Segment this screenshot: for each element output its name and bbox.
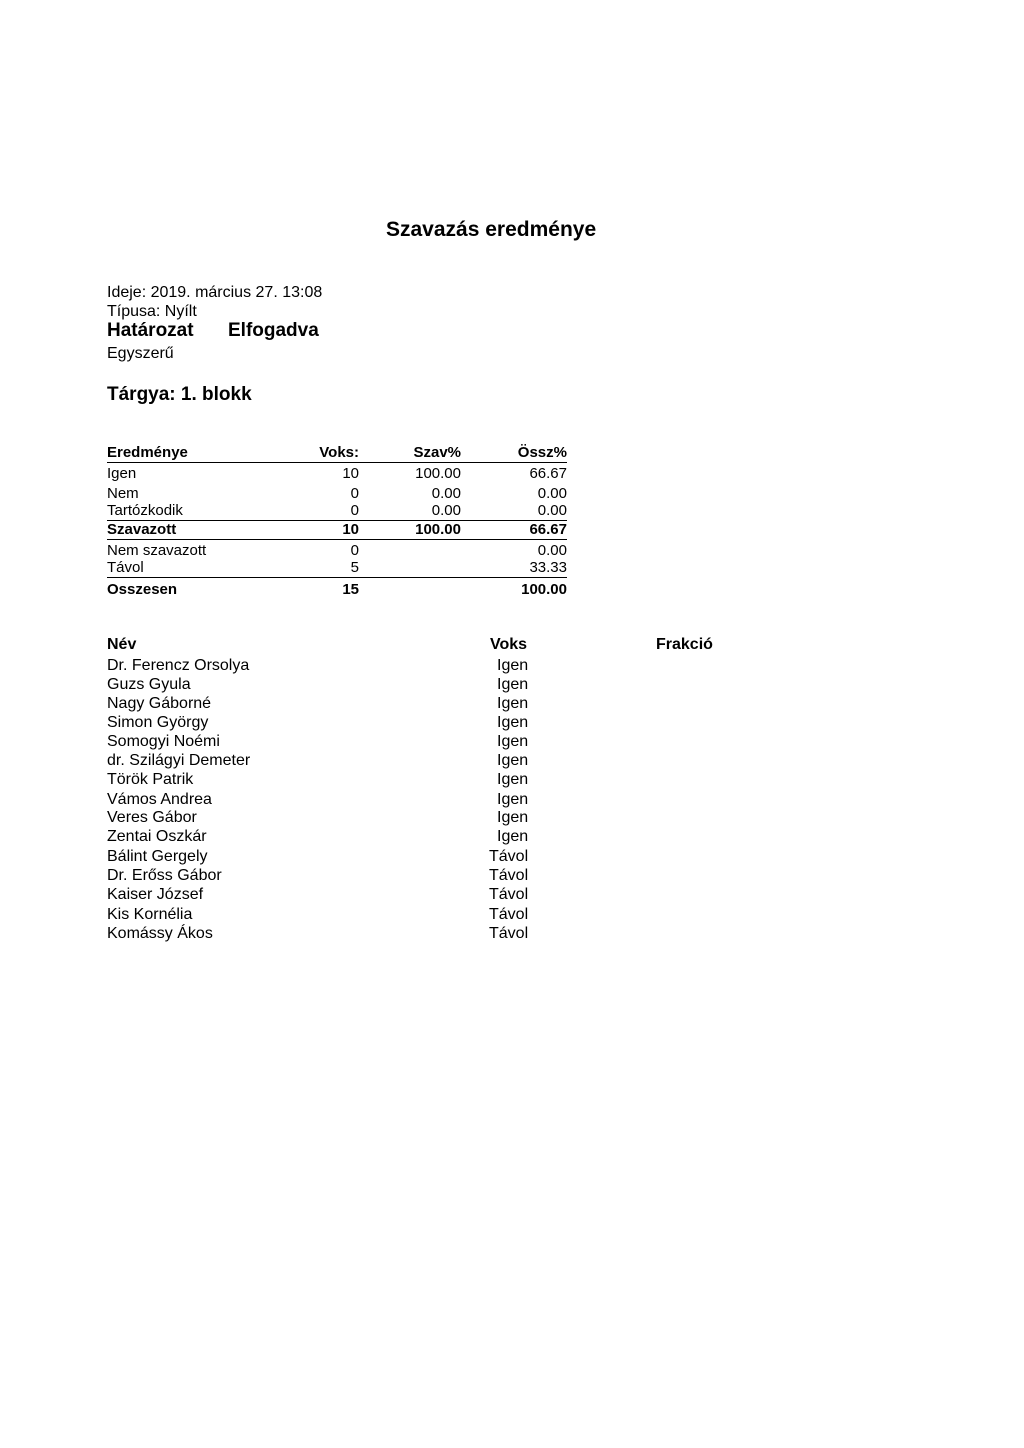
header-voks: Voks: xyxy=(319,444,359,461)
member-row xyxy=(107,924,547,943)
result-ossz: 66.67 xyxy=(529,521,567,538)
member-row xyxy=(107,732,547,751)
result-voks: 5 xyxy=(350,559,359,576)
result-voks: 15 xyxy=(342,581,359,598)
result-voks: 10 xyxy=(342,465,359,482)
member-row xyxy=(107,827,547,846)
header-eredmenye: Eredménye xyxy=(107,444,188,461)
member-row xyxy=(107,847,547,866)
decision-label: Határozat xyxy=(107,320,194,341)
member-vote: Távol xyxy=(489,848,529,865)
vote-subject: Tárgya: 1. blokk xyxy=(107,384,252,405)
member-row xyxy=(107,656,547,675)
header-frakcio: Frakció xyxy=(656,636,713,653)
member-row xyxy=(107,790,547,809)
member-row xyxy=(107,675,547,694)
member-name: Veres Gábor xyxy=(107,809,197,826)
member-row xyxy=(107,905,547,924)
member-row xyxy=(107,885,547,904)
results-row-szavazott xyxy=(107,520,567,540)
decision-status: Elfogadva xyxy=(228,320,319,341)
result-label: Szavazott xyxy=(107,521,177,538)
results-row-tavol xyxy=(107,558,567,578)
member-row xyxy=(107,808,547,827)
result-label: Osszesen xyxy=(107,581,178,598)
header-szav: Szav% xyxy=(413,444,461,461)
member-row xyxy=(107,751,547,770)
member-vote: Igen xyxy=(497,809,529,826)
result-ossz: 100.00 xyxy=(521,581,567,598)
member-vote: Igen xyxy=(497,771,529,788)
member-name: Simon György xyxy=(107,714,209,731)
result-voks: 10 xyxy=(342,521,359,538)
member-vote: Igen xyxy=(497,733,529,750)
header-nev: Név xyxy=(107,636,137,653)
member-vote: Igen xyxy=(497,676,529,693)
result-szav: 100.00 xyxy=(415,521,461,538)
member-name: Somogyi Noémi xyxy=(107,733,220,750)
member-vote: Igen xyxy=(497,695,529,712)
majority-type: Egyszerű xyxy=(107,345,174,362)
member-name: Dr. Ferencz Orsolya xyxy=(107,657,250,674)
member-vote: Távol xyxy=(489,867,529,884)
member-name: Kaiser József xyxy=(107,886,204,903)
result-szav: 0.00 xyxy=(431,485,461,502)
result-szav: 0.00 xyxy=(431,502,461,519)
member-vote: Igen xyxy=(497,828,529,845)
member-name: Komássy Ákos xyxy=(107,925,213,942)
member-row xyxy=(107,770,547,789)
page-title: Szavazás eredménye xyxy=(386,218,597,241)
result-label: Nem xyxy=(107,485,139,502)
member-vote: Távol xyxy=(489,925,529,942)
member-vote: Távol xyxy=(489,906,529,923)
result-ossz: 66.67 xyxy=(529,465,567,482)
member-vote: Távol xyxy=(489,886,529,903)
result-ossz: 0.00 xyxy=(537,502,567,519)
member-row xyxy=(107,866,547,885)
result-ossz: 33.33 xyxy=(529,559,567,576)
member-vote: Igen xyxy=(497,752,529,769)
results-row-tartozkodik xyxy=(107,501,567,521)
results-header-row xyxy=(107,443,567,463)
result-voks: 0 xyxy=(350,542,359,559)
member-name: Bálint Gergely xyxy=(107,848,208,865)
result-szav: 100.00 xyxy=(415,465,461,482)
member-name: Kis Kornélia xyxy=(107,906,193,923)
result-label: Tartózkodik xyxy=(107,502,183,519)
header-ossz: Össz% xyxy=(517,444,567,461)
header-member-voks: Voks xyxy=(490,636,528,653)
member-name: Török Patrik xyxy=(107,771,194,788)
member-name: Nagy Gáborné xyxy=(107,695,212,712)
member-vote: Igen xyxy=(497,791,529,808)
result-label: Nem szavazott xyxy=(107,542,207,559)
result-ossz: 0.00 xyxy=(537,485,567,502)
result-voks: 0 xyxy=(350,502,359,519)
member-name: Guzs Gyula xyxy=(107,676,191,693)
results-row-igen xyxy=(107,464,567,483)
vote-time: Ideje: 2019. március 27. 13:08 xyxy=(107,284,323,301)
result-label: Távol xyxy=(107,559,144,576)
result-ossz: 0.00 xyxy=(537,542,567,559)
member-row xyxy=(107,713,547,732)
member-name: dr. Szilágyi Demeter xyxy=(107,752,251,769)
member-name: Vámos Andrea xyxy=(107,791,212,808)
member-vote: Igen xyxy=(497,714,529,731)
member-name: Dr. Erőss Gábor xyxy=(107,867,222,884)
result-voks: 0 xyxy=(350,485,359,502)
member-row xyxy=(107,694,547,713)
result-label: Igen xyxy=(107,465,137,482)
vote-type: Típusa: Nyílt xyxy=(107,303,197,320)
member-name: Zentai Oszkár xyxy=(107,828,207,845)
member-vote: Igen xyxy=(497,657,529,674)
results-row-osszesen xyxy=(107,580,567,599)
